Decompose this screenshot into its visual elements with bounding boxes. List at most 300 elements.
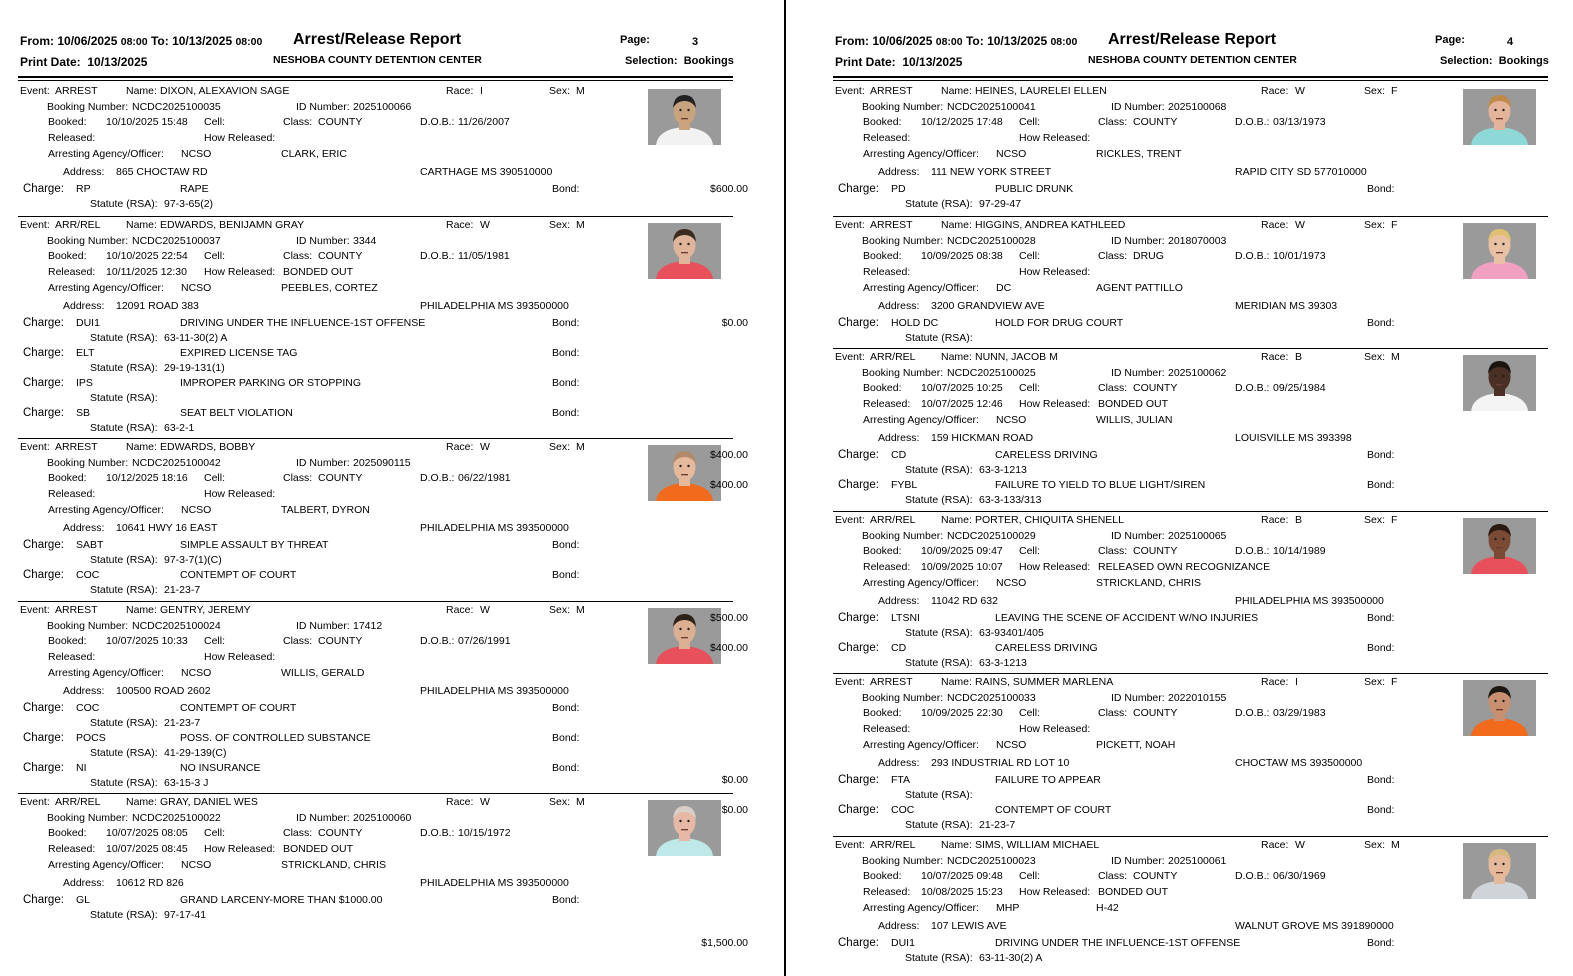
- booking-number-label: Booking Number:: [862, 101, 944, 113]
- dob-value: 09/25/1984: [1273, 382, 1326, 394]
- how-released-value: BONDED OUT: [283, 265, 354, 278]
- report-header: [835, 28, 1550, 80]
- photo-eye: [687, 242, 689, 244]
- how-released-label: How Released:: [1019, 398, 1091, 410]
- charge-label: Charge:: [23, 376, 64, 389]
- booked-value: 10/10/2025 15:48: [106, 116, 188, 128]
- how-released-label: How Released:: [1019, 132, 1091, 144]
- cell-label: Cell:: [1019, 869, 1041, 882]
- charge-label: Charge:: [838, 936, 879, 949]
- booking-record: [721, 673, 1548, 835]
- class-label: Class:: [1098, 382, 1128, 394]
- event-value: ARR/REL: [870, 351, 916, 363]
- mugshot-photo: [1463, 223, 1536, 279]
- address-label: Address:: [878, 166, 920, 178]
- booked-label: Booked:: [863, 544, 902, 557]
- sex-label: Sex:: [549, 796, 571, 808]
- bond-label: Bond:: [552, 406, 580, 419]
- booking-record: [18, 601, 733, 793]
- booking-number-value: NCDC2025100041: [947, 101, 1036, 113]
- charge-description: FAILURE TO APPEAR: [995, 774, 1101, 786]
- booking-number-value: NCDC2025100042: [132, 457, 221, 469]
- name-value: SIMS, WILLIAM MICHAEL: [975, 838, 1100, 851]
- name-value: NUNN, JACOB M: [975, 351, 1058, 363]
- city-state-zip: PHILADELPHIA MS 393500000: [420, 522, 569, 534]
- released-label: Released:: [48, 650, 96, 663]
- class-value: COUNTY: [1133, 869, 1178, 882]
- address-value: 293 INDUSTRIAL RD LOT 10: [931, 757, 1070, 769]
- statute-value: 63-11-30(2) A: [979, 951, 1043, 964]
- agency-label: Arresting Agency/Officer:: [863, 576, 979, 589]
- booked-label: Booked:: [48, 249, 87, 262]
- photo-mouth: [681, 637, 688, 638]
- statute-label: Statute (RSA):: [905, 819, 973, 831]
- charge-code: COC: [76, 569, 100, 581]
- photo-eye: [1494, 700, 1496, 702]
- address-value: 11042 RD 632: [931, 594, 998, 607]
- bond-label: Bond:: [552, 346, 580, 359]
- bond-label: Bond:: [552, 894, 580, 906]
- how-released-label: How Released:: [204, 650, 276, 663]
- event-value: ARREST: [55, 441, 98, 453]
- bond-amount: $400.00: [710, 479, 748, 491]
- agency-value: NCSO: [996, 414, 1027, 426]
- address-label: Address:: [63, 522, 105, 534]
- statute-label: Statute (RSA):: [905, 656, 973, 669]
- how-released-label: How Released:: [1019, 560, 1091, 573]
- agency-label: Arresting Agency/Officer:: [48, 859, 164, 871]
- statute-value: 21-23-7: [164, 716, 201, 729]
- class-label: Class:: [1098, 869, 1128, 882]
- photo-mouth: [1496, 872, 1503, 873]
- sex-value: F: [1391, 85, 1398, 97]
- charge-code: FYBL: [891, 479, 918, 491]
- name-label: Name:: [941, 513, 972, 526]
- class-label: Class:: [1098, 544, 1128, 557]
- released-value: 10/07/2025 08:45: [106, 843, 188, 855]
- city-state-zip: CARTHAGE MS 390510000: [420, 166, 553, 178]
- charge-label: Charge:: [838, 774, 879, 786]
- event-label: Event:: [20, 218, 50, 231]
- agency-value: NCSO: [181, 666, 212, 679]
- agency-label: Arresting Agency/Officer:: [863, 739, 979, 751]
- class-value: COUNTY: [1133, 544, 1178, 557]
- how-released-label: How Released:: [1019, 885, 1091, 898]
- cell-label: Cell:: [1019, 544, 1041, 557]
- race-label: Race:: [1261, 351, 1289, 363]
- dob-label: D.O.B.:: [1235, 707, 1270, 719]
- booking-number-label: Booking Number:: [862, 529, 944, 542]
- charge-code: COC: [76, 701, 100, 714]
- dob-value: 06/30/1969: [1273, 869, 1326, 882]
- charge-code: HOLD DC: [891, 316, 939, 329]
- bond-label: Bond:: [1367, 641, 1395, 654]
- race-value: I: [1295, 676, 1298, 688]
- photo-mouth: [681, 829, 688, 830]
- dob-label: D.O.B.:: [420, 634, 455, 647]
- statute-value: 63-3-1213: [979, 656, 1027, 669]
- charge-code: POCS: [76, 731, 106, 744]
- dob-value: 11/26/2007: [458, 116, 510, 128]
- id-number-label: ID Number:: [1111, 854, 1165, 867]
- mugshot-image: [648, 89, 721, 145]
- how-released-value: BONDED OUT: [1098, 398, 1169, 410]
- sex-label: Sex:: [1364, 218, 1386, 231]
- address-label: Address:: [878, 919, 920, 932]
- charge-label: Charge:: [23, 761, 64, 774]
- mugshot-image: [1463, 843, 1536, 899]
- booked-label: Booked:: [863, 382, 902, 394]
- race-value: B: [1295, 351, 1303, 363]
- cell-label: Cell:: [204, 249, 226, 262]
- agency-value: NCSO: [181, 504, 212, 516]
- address-label: Address:: [63, 299, 105, 312]
- booking-record: [701, 836, 1548, 968]
- print-date-label: Print Date:: [835, 55, 896, 69]
- name-value: GRAY, DANIEL WES: [160, 796, 258, 808]
- cell-label: Cell:: [204, 472, 226, 484]
- sex-value: M: [1391, 838, 1400, 851]
- photo-eye: [1494, 537, 1496, 539]
- statute-value: 63-3-133/313: [979, 494, 1042, 506]
- sex-label: Sex:: [1364, 838, 1386, 851]
- bond-label: Bond:: [1367, 804, 1395, 816]
- booking-record: [710, 348, 1548, 510]
- dob-label: D.O.B.:: [420, 827, 455, 839]
- charge-label: Charge:: [23, 569, 64, 581]
- address-value: 10612 RD 826: [116, 877, 184, 889]
- statute-value: 97-3-65(2): [164, 198, 214, 210]
- bond-label: Bond:: [552, 731, 580, 744]
- photo-eye: [1502, 537, 1504, 539]
- sex-value: M: [576, 796, 585, 808]
- address-value: 865 CHOCTAW RD: [116, 166, 208, 178]
- from-date: 10/06/2025: [57, 34, 118, 48]
- officer-value: RICKLES, TRENT: [1096, 148, 1182, 160]
- statute-value: 29-19-131(1): [164, 361, 225, 374]
- event-label: Event:: [835, 676, 865, 688]
- booked-label: Booked:: [48, 116, 87, 128]
- id-number-label: ID Number:: [1111, 101, 1165, 113]
- statute-label: Statute (RSA):: [90, 716, 158, 729]
- bond-amount: $0.00: [721, 774, 748, 786]
- bond-label: Bond:: [552, 701, 580, 714]
- address-label: Address:: [63, 684, 105, 697]
- booking-number-value: NCDC2025100028: [947, 234, 1036, 247]
- charge-description: CARELESS DRIVING: [995, 449, 1098, 461]
- class-value: COUNTY: [318, 634, 363, 647]
- charge-label: Charge:: [23, 183, 64, 195]
- report-header: [20, 28, 735, 80]
- race-value: I: [480, 85, 483, 97]
- charge-code: SABT: [76, 539, 104, 551]
- from-label: From:: [20, 34, 54, 48]
- booking-number-value: NCDC2025100024: [132, 619, 221, 632]
- statute-label: Statute (RSA):: [90, 198, 158, 210]
- mugshot-image: [1463, 223, 1536, 279]
- page-divider: [784, 0, 786, 976]
- released-label: Released:: [863, 132, 911, 144]
- class-label: Class:: [283, 116, 313, 128]
- booking-number-label: Booking Number:: [862, 234, 944, 247]
- bond-amount: $400.00: [710, 449, 748, 461]
- photo-eye: [679, 820, 681, 822]
- id-number-value: 2025100068: [1168, 101, 1227, 113]
- event-value: ARREST: [870, 85, 913, 97]
- name-label: Name:: [126, 603, 157, 616]
- from-time: 08:00: [935, 36, 963, 48]
- race-label: Race:: [446, 441, 474, 453]
- charge-description: DRIVING UNDER THE INFLUENCE-1ST OFFENSE: [180, 316, 426, 329]
- race-value: W: [480, 218, 490, 231]
- address-value: 107 LEWIS AVE: [931, 919, 1007, 932]
- statute-value: 63-15-3 J: [164, 776, 209, 789]
- class-value: COUNTY: [1133, 382, 1178, 394]
- report-page: [701, 0, 1573, 976]
- photo-mouth: [1496, 547, 1503, 548]
- event-label: Event:: [20, 796, 50, 808]
- booking-number-label: Booking Number:: [47, 101, 129, 113]
- city-state-zip: LOUISVILLE MS 393398: [1235, 432, 1352, 444]
- event-label: Event:: [835, 85, 865, 97]
- mugshot-image: [1463, 355, 1536, 411]
- class-label: Class:: [283, 472, 313, 484]
- bond-label: Bond:: [1367, 183, 1395, 195]
- charge-description: CONTEMPT OF COURT: [180, 701, 297, 714]
- officer-value: AGENT PATTILLO: [1096, 281, 1183, 294]
- officer-value: STRICKLAND, CHRIS: [1096, 576, 1202, 589]
- officer-value: PEEBLES, CORTEZ: [281, 281, 378, 294]
- charge-code: CD: [891, 449, 907, 461]
- id-number-label: ID Number:: [296, 812, 350, 824]
- released-value: 10/09/2025 10:07: [921, 560, 1003, 573]
- booked-value: 10/07/2025 10:33: [106, 634, 188, 647]
- statute-value: 63-11-30(2) A: [164, 331, 228, 344]
- id-number-label: ID Number:: [1111, 692, 1165, 704]
- id-number-value: 17412: [353, 619, 383, 632]
- cell-label: Cell:: [204, 634, 226, 647]
- charge-description: CONTEMPT OF COURT: [180, 569, 297, 581]
- address-label: Address:: [63, 877, 105, 889]
- city-state-zip: RAPID CITY SD 577010000: [1235, 166, 1367, 178]
- agency-label: Arresting Agency/Officer:: [48, 281, 164, 294]
- charge-description: RAPE: [180, 183, 209, 195]
- booking-number-value: NCDC2025100029: [947, 529, 1036, 542]
- how-released-label: How Released:: [204, 265, 276, 278]
- bond-label: Bond:: [1367, 449, 1395, 461]
- mugshot-image: [1463, 680, 1536, 736]
- booked-value: 10/09/2025 22:30: [921, 707, 1003, 719]
- cell-label: Cell:: [1019, 707, 1041, 719]
- charge-code: DUI1: [76, 316, 100, 329]
- officer-value: WILLIS, JULIAN: [1096, 414, 1173, 426]
- id-number-value: 2025090115: [353, 457, 411, 469]
- booked-label: Booked:: [48, 472, 87, 484]
- print-date: [20, 55, 147, 69]
- photo-mouth: [681, 118, 688, 119]
- charge-code: FTA: [891, 774, 911, 786]
- address-label: Address:: [63, 166, 105, 178]
- header-rule-thin: [18, 80, 733, 81]
- name-label: Name:: [126, 796, 157, 808]
- statute-label: Statute (RSA):: [90, 331, 158, 344]
- mugshot-photo: [648, 89, 721, 145]
- statute-value: 21-23-7: [979, 819, 1016, 831]
- bond-label: Bond:: [1367, 611, 1395, 624]
- sex-label: Sex:: [549, 218, 571, 231]
- to-time: 08:00: [1050, 36, 1078, 48]
- class-value: COUNTY: [318, 116, 363, 128]
- statute-value: 97-17-41: [164, 909, 207, 921]
- class-label: Class:: [1098, 116, 1128, 128]
- mugshot-photo: [1463, 680, 1536, 736]
- address-label: Address:: [878, 299, 920, 312]
- event-value: ARR/REL: [870, 513, 916, 526]
- event-label: Event:: [835, 351, 865, 363]
- race-label: Race:: [446, 218, 474, 231]
- photo-eye: [1494, 109, 1496, 111]
- charge-description: SEAT BELT VIOLATION: [180, 406, 293, 419]
- address-value: 111 NEW YORK STREET: [931, 166, 1052, 178]
- name-label: Name:: [126, 441, 157, 453]
- charge-code: SB: [76, 406, 91, 419]
- statute-label: Statute (RSA):: [905, 626, 973, 639]
- event-value: ARR/REL: [55, 796, 101, 808]
- statute-label: Statute (RSA):: [905, 494, 973, 506]
- bond-amount: $600.00: [710, 183, 748, 195]
- race-value: W: [480, 441, 490, 453]
- selection-label: Selection:: [1440, 55, 1493, 67]
- mugshot-photo: [1463, 843, 1536, 899]
- charge-label: Charge:: [23, 539, 64, 551]
- name-value: GENTRY, JEREMY: [160, 603, 251, 616]
- officer-value: WILLIS, GERALD: [281, 666, 365, 679]
- header-rule-thin: [833, 80, 1548, 81]
- page-label: Page:: [1435, 34, 1465, 46]
- statute-label: Statute (RSA):: [905, 464, 973, 476]
- photo-mouth: [1496, 252, 1503, 253]
- name-value: HIGGINS, ANDREA KATHLEED: [975, 218, 1126, 231]
- race-value: W: [480, 796, 490, 808]
- booking-number-label: Booking Number:: [862, 692, 944, 704]
- charge-description: PUBLIC DRUNK: [995, 183, 1074, 195]
- to-date: 10/13/2025: [172, 34, 233, 48]
- photo-eye: [1502, 242, 1504, 244]
- agency-value: DC: [996, 281, 1012, 294]
- statute-label: Statute (RSA):: [905, 331, 973, 344]
- charge-label: Charge:: [23, 894, 64, 906]
- id-number-value: 2018070003: [1168, 234, 1227, 247]
- date-range: [20, 34, 262, 48]
- booking-number-value: NCDC2025100025: [947, 367, 1036, 379]
- race-value: W: [1295, 838, 1305, 851]
- photo-eye: [679, 465, 681, 467]
- name-value: RAINS, SUMMER MARLENA: [975, 676, 1114, 688]
- booked-label: Booked:: [863, 116, 902, 128]
- race-label: Race:: [1261, 218, 1289, 231]
- city-state-zip: PHILADELPHIA MS 393500000: [420, 299, 569, 312]
- from-label: From:: [835, 34, 869, 48]
- photo-mouth: [1496, 384, 1503, 385]
- statute-label: Statute (RSA):: [90, 361, 158, 374]
- sex-label: Sex:: [1364, 351, 1386, 363]
- agency-label: Arresting Agency/Officer:: [863, 281, 979, 294]
- name-value: HEINES, LAURELEI ELLEN: [975, 85, 1107, 97]
- charge-label: Charge:: [23, 316, 64, 329]
- photo-mouth: [681, 252, 688, 253]
- bond-label: Bond:: [552, 539, 580, 551]
- booked-value: 10/09/2025 09:47: [921, 544, 1003, 557]
- released-label: Released:: [48, 132, 96, 144]
- booking-number-label: Booking Number:: [47, 234, 129, 247]
- page-number: 3: [692, 36, 699, 48]
- agency-value: MHP: [996, 901, 1020, 914]
- charge-code: NI: [76, 761, 87, 774]
- cell-label: Cell:: [1019, 382, 1041, 394]
- how-released-label: How Released:: [204, 843, 276, 855]
- class-label: Class:: [283, 634, 313, 647]
- cell-label: Cell:: [1019, 249, 1041, 262]
- event-label: Event:: [20, 603, 50, 616]
- how-released-value: BONDED OUT: [1098, 885, 1169, 898]
- sex-value: M: [576, 218, 585, 231]
- bond-label: Bond:: [552, 376, 580, 389]
- id-number-label: ID Number:: [296, 619, 350, 632]
- id-number-value: 2025100066: [353, 101, 412, 113]
- statute-label: Statute (RSA):: [90, 909, 158, 921]
- mugshot-image: [648, 800, 721, 856]
- booking-number-label: Booking Number:: [862, 367, 944, 379]
- released-label: Released:: [863, 398, 911, 410]
- address-value: 100500 ROAD 2602: [116, 684, 211, 697]
- statute-value: 97-3-7(1)(C): [164, 554, 222, 566]
- photo-eye: [679, 109, 681, 111]
- event-value: ARREST: [870, 218, 913, 231]
- sex-value: F: [1391, 513, 1398, 526]
- class-value: COUNTY: [318, 249, 363, 262]
- race-value: W: [1295, 218, 1305, 231]
- bond-amount: $500.00: [710, 611, 748, 624]
- released-label: Released:: [863, 265, 911, 278]
- charge-label: Charge:: [838, 449, 879, 461]
- bond-label: Bond:: [552, 761, 580, 774]
- statute-value: 41-29-139(C): [164, 746, 227, 759]
- facility-name: NESHOBA COUNTY DETENTION CENTER: [273, 54, 482, 66]
- sex-value: F: [1391, 676, 1398, 688]
- statute-value: 63-93401/405: [979, 626, 1044, 639]
- photo-mouth: [681, 474, 688, 475]
- sex-label: Sex:: [1364, 676, 1386, 688]
- mugshot-photo: [1463, 518, 1536, 574]
- report-title: Arrest/Release Report: [1108, 31, 1277, 48]
- how-released-label: How Released:: [1019, 265, 1091, 278]
- charge-label: Charge:: [23, 731, 64, 744]
- statute-label: Statute (RSA):: [90, 584, 158, 596]
- mugshot-image: [648, 223, 721, 279]
- charge-description: DRIVING UNDER THE INFLUENCE-1ST OFFENSE: [995, 936, 1241, 949]
- address-label: Address:: [878, 757, 920, 769]
- booking-number-label: Booking Number:: [47, 619, 129, 632]
- class-value: DRUG: [1133, 249, 1164, 262]
- statute-label: Statute (RSA):: [90, 391, 158, 404]
- city-state-zip: PHILADELPHIA MS 393500000: [420, 877, 569, 889]
- charge-label: Charge:: [23, 406, 64, 419]
- officer-value: CLARK, ERIC: [281, 148, 347, 160]
- charge-code: PD: [891, 183, 906, 195]
- name-label: Name:: [941, 218, 972, 231]
- race-label: Race:: [446, 603, 474, 616]
- print-date-value: 10/13/2025: [902, 55, 963, 69]
